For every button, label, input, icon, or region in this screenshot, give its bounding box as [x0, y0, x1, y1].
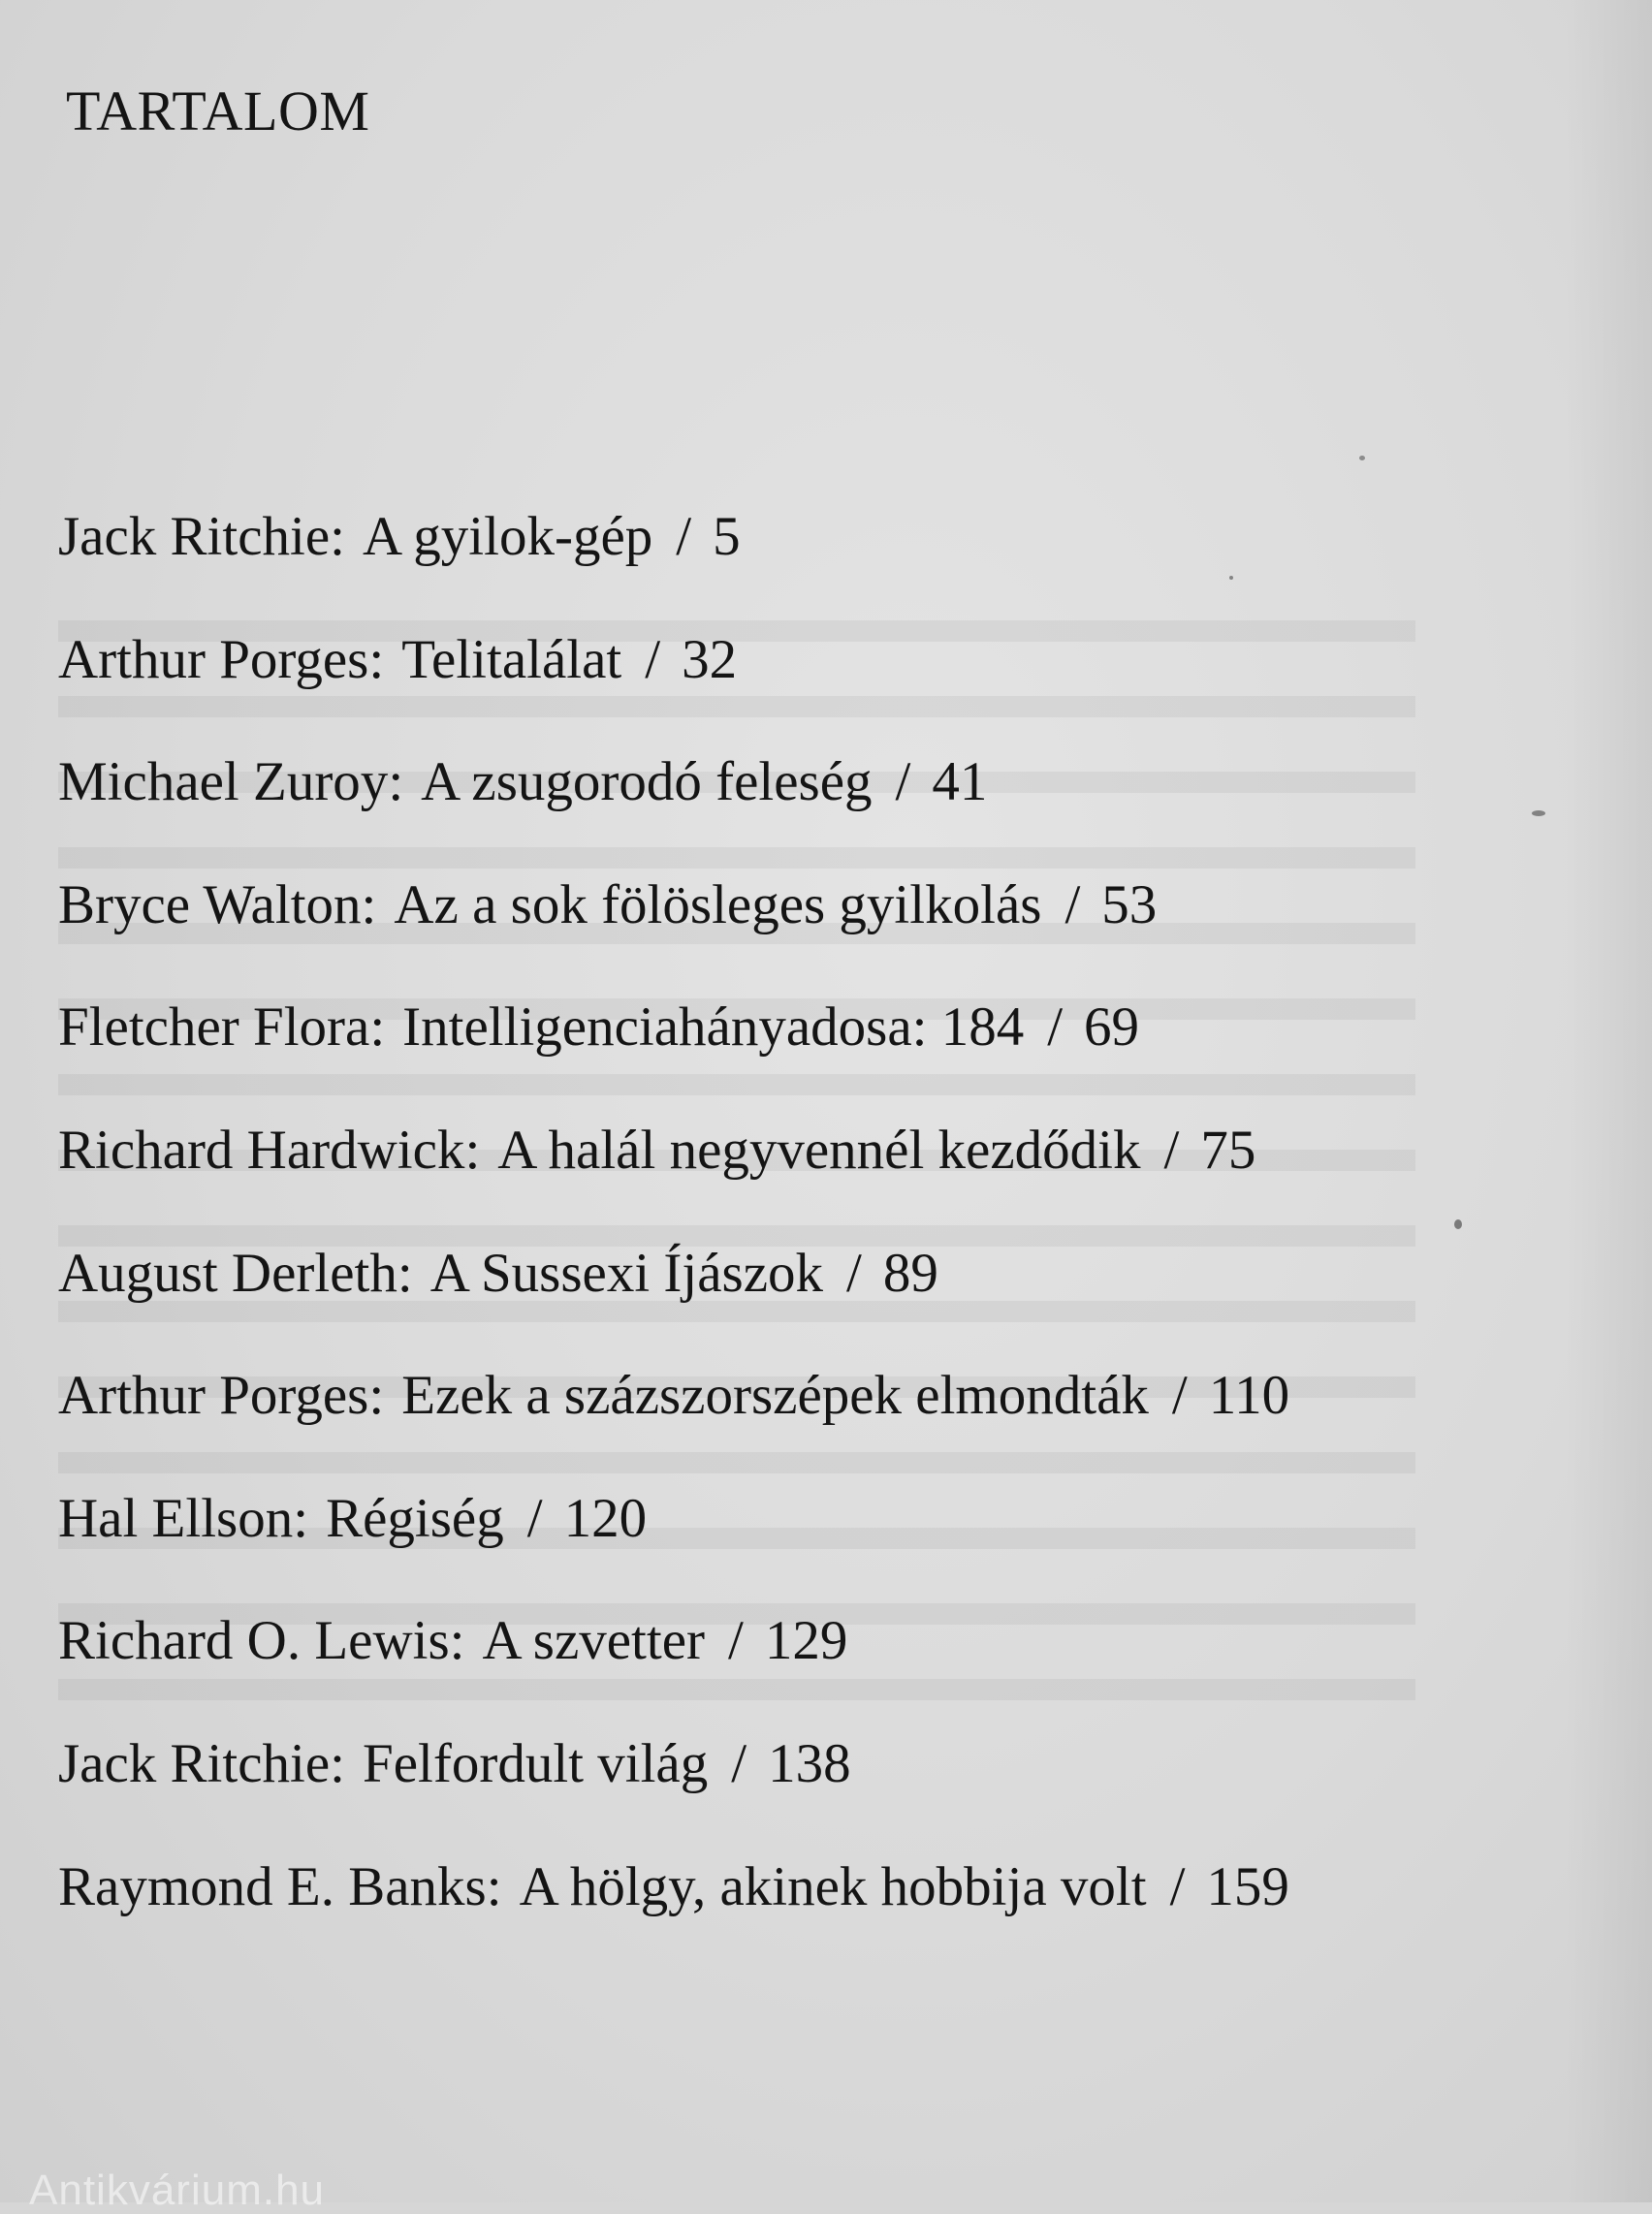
toc-author: Michael Zuroy :	[58, 751, 403, 812]
toc-author: Richard O. Lewis :	[58, 1610, 465, 1671]
toc-story-title: A Sussexi Íjászok	[429, 1242, 824, 1304]
paper-speck	[1454, 1219, 1462, 1229]
paper-speck	[1359, 456, 1365, 460]
toc-story-title: A halál negyvennél kezdődik	[497, 1119, 1141, 1181]
toc-story-title: A szvetter	[482, 1610, 706, 1672]
toc-entry	[58, 1487, 1289, 1614]
toc-entry	[58, 1855, 1289, 1982]
toc-entry	[58, 1610, 1289, 1736]
toc-page-number: 5	[713, 506, 741, 567]
toc-page-number: 53	[1101, 873, 1158, 935]
toc-story-title: Ezek a százszorszépek elmondták	[401, 1365, 1149, 1427]
toc-page-number: 75	[1200, 1119, 1256, 1181]
toc-entry	[58, 996, 1289, 1123]
toc-entry	[58, 506, 1289, 632]
toc-page-number: 120	[563, 1487, 648, 1549]
toc-page-number: 32	[682, 628, 738, 690]
toc-author: Arthur Porges :	[58, 1365, 384, 1426]
toc-page-number: 138	[768, 1732, 851, 1794]
toc-separator: /	[676, 506, 692, 567]
toc-story-title: Az a sok fölösleges gyilkolás	[394, 873, 1042, 935]
toc-author: Arthur Porges :	[58, 629, 384, 690]
toc-page-number: 69	[1084, 996, 1140, 1059]
toc-entry	[58, 1119, 1289, 1246]
page-title: TARTALOM	[66, 79, 370, 142]
toc-story-title: A zsugorodó feleség	[421, 751, 873, 813]
toc-story-title: A hölgy, akinek hobbija volt	[519, 1855, 1147, 1917]
paper-speck	[1229, 576, 1233, 580]
table-of-contents	[58, 506, 1290, 1981]
toc-separator: /	[728, 1610, 744, 1672]
toc-separator: /	[526, 1487, 543, 1549]
toc-separator: /	[1064, 873, 1081, 935]
toc-separator: /	[895, 751, 911, 813]
toc-story-title: Régiség	[326, 1487, 504, 1549]
toc-page-number: 129	[764, 1610, 848, 1672]
toc-page-number: 41	[932, 751, 988, 813]
toc-separator: /	[1047, 996, 1064, 1059]
toc-separator: /	[1163, 1119, 1180, 1181]
toc-story-title: Intelligenciahányadosa: 184	[402, 996, 1025, 1059]
toc-page-number: 159	[1206, 1855, 1289, 1917]
toc-separator: /	[846, 1242, 862, 1304]
toc-author: August Derleth :	[58, 1243, 413, 1304]
toc-story-title: A gyilok-gép	[363, 506, 653, 567]
toc-page-number: 110	[1208, 1365, 1290, 1427]
toc-entry	[58, 1365, 1290, 1491]
watermark: Antikvárium.hu	[29, 2167, 326, 2214]
toc-story-title: Felfordult világ	[363, 1732, 709, 1794]
toc-author: Jack Ritchie :	[58, 1733, 345, 1794]
toc-separator: /	[1171, 1365, 1188, 1427]
toc-entry	[58, 1732, 1289, 1859]
toc-entry	[58, 751, 1289, 877]
toc-page-number: 89	[882, 1242, 938, 1304]
paper-speck	[1532, 810, 1545, 816]
toc-author: Raymond E. Banks :	[58, 1856, 502, 1917]
toc-separator: /	[1169, 1855, 1186, 1917]
toc-entry	[58, 628, 1289, 755]
toc-author: Bryce Walton :	[58, 874, 376, 935]
toc-entry	[58, 873, 1289, 1000]
toc-author: Fletcher Flora :	[58, 996, 385, 1058]
toc-separator: /	[645, 628, 661, 690]
toc-separator: /	[731, 1732, 747, 1794]
toc-entry	[58, 1242, 1289, 1369]
toc-story-title: Telitalálat	[401, 628, 622, 690]
toc-author: Hal Ellson :	[58, 1488, 308, 1549]
toc-author: Richard Hardwick :	[58, 1120, 480, 1181]
toc-author: Jack Ritchie :	[58, 506, 345, 567]
